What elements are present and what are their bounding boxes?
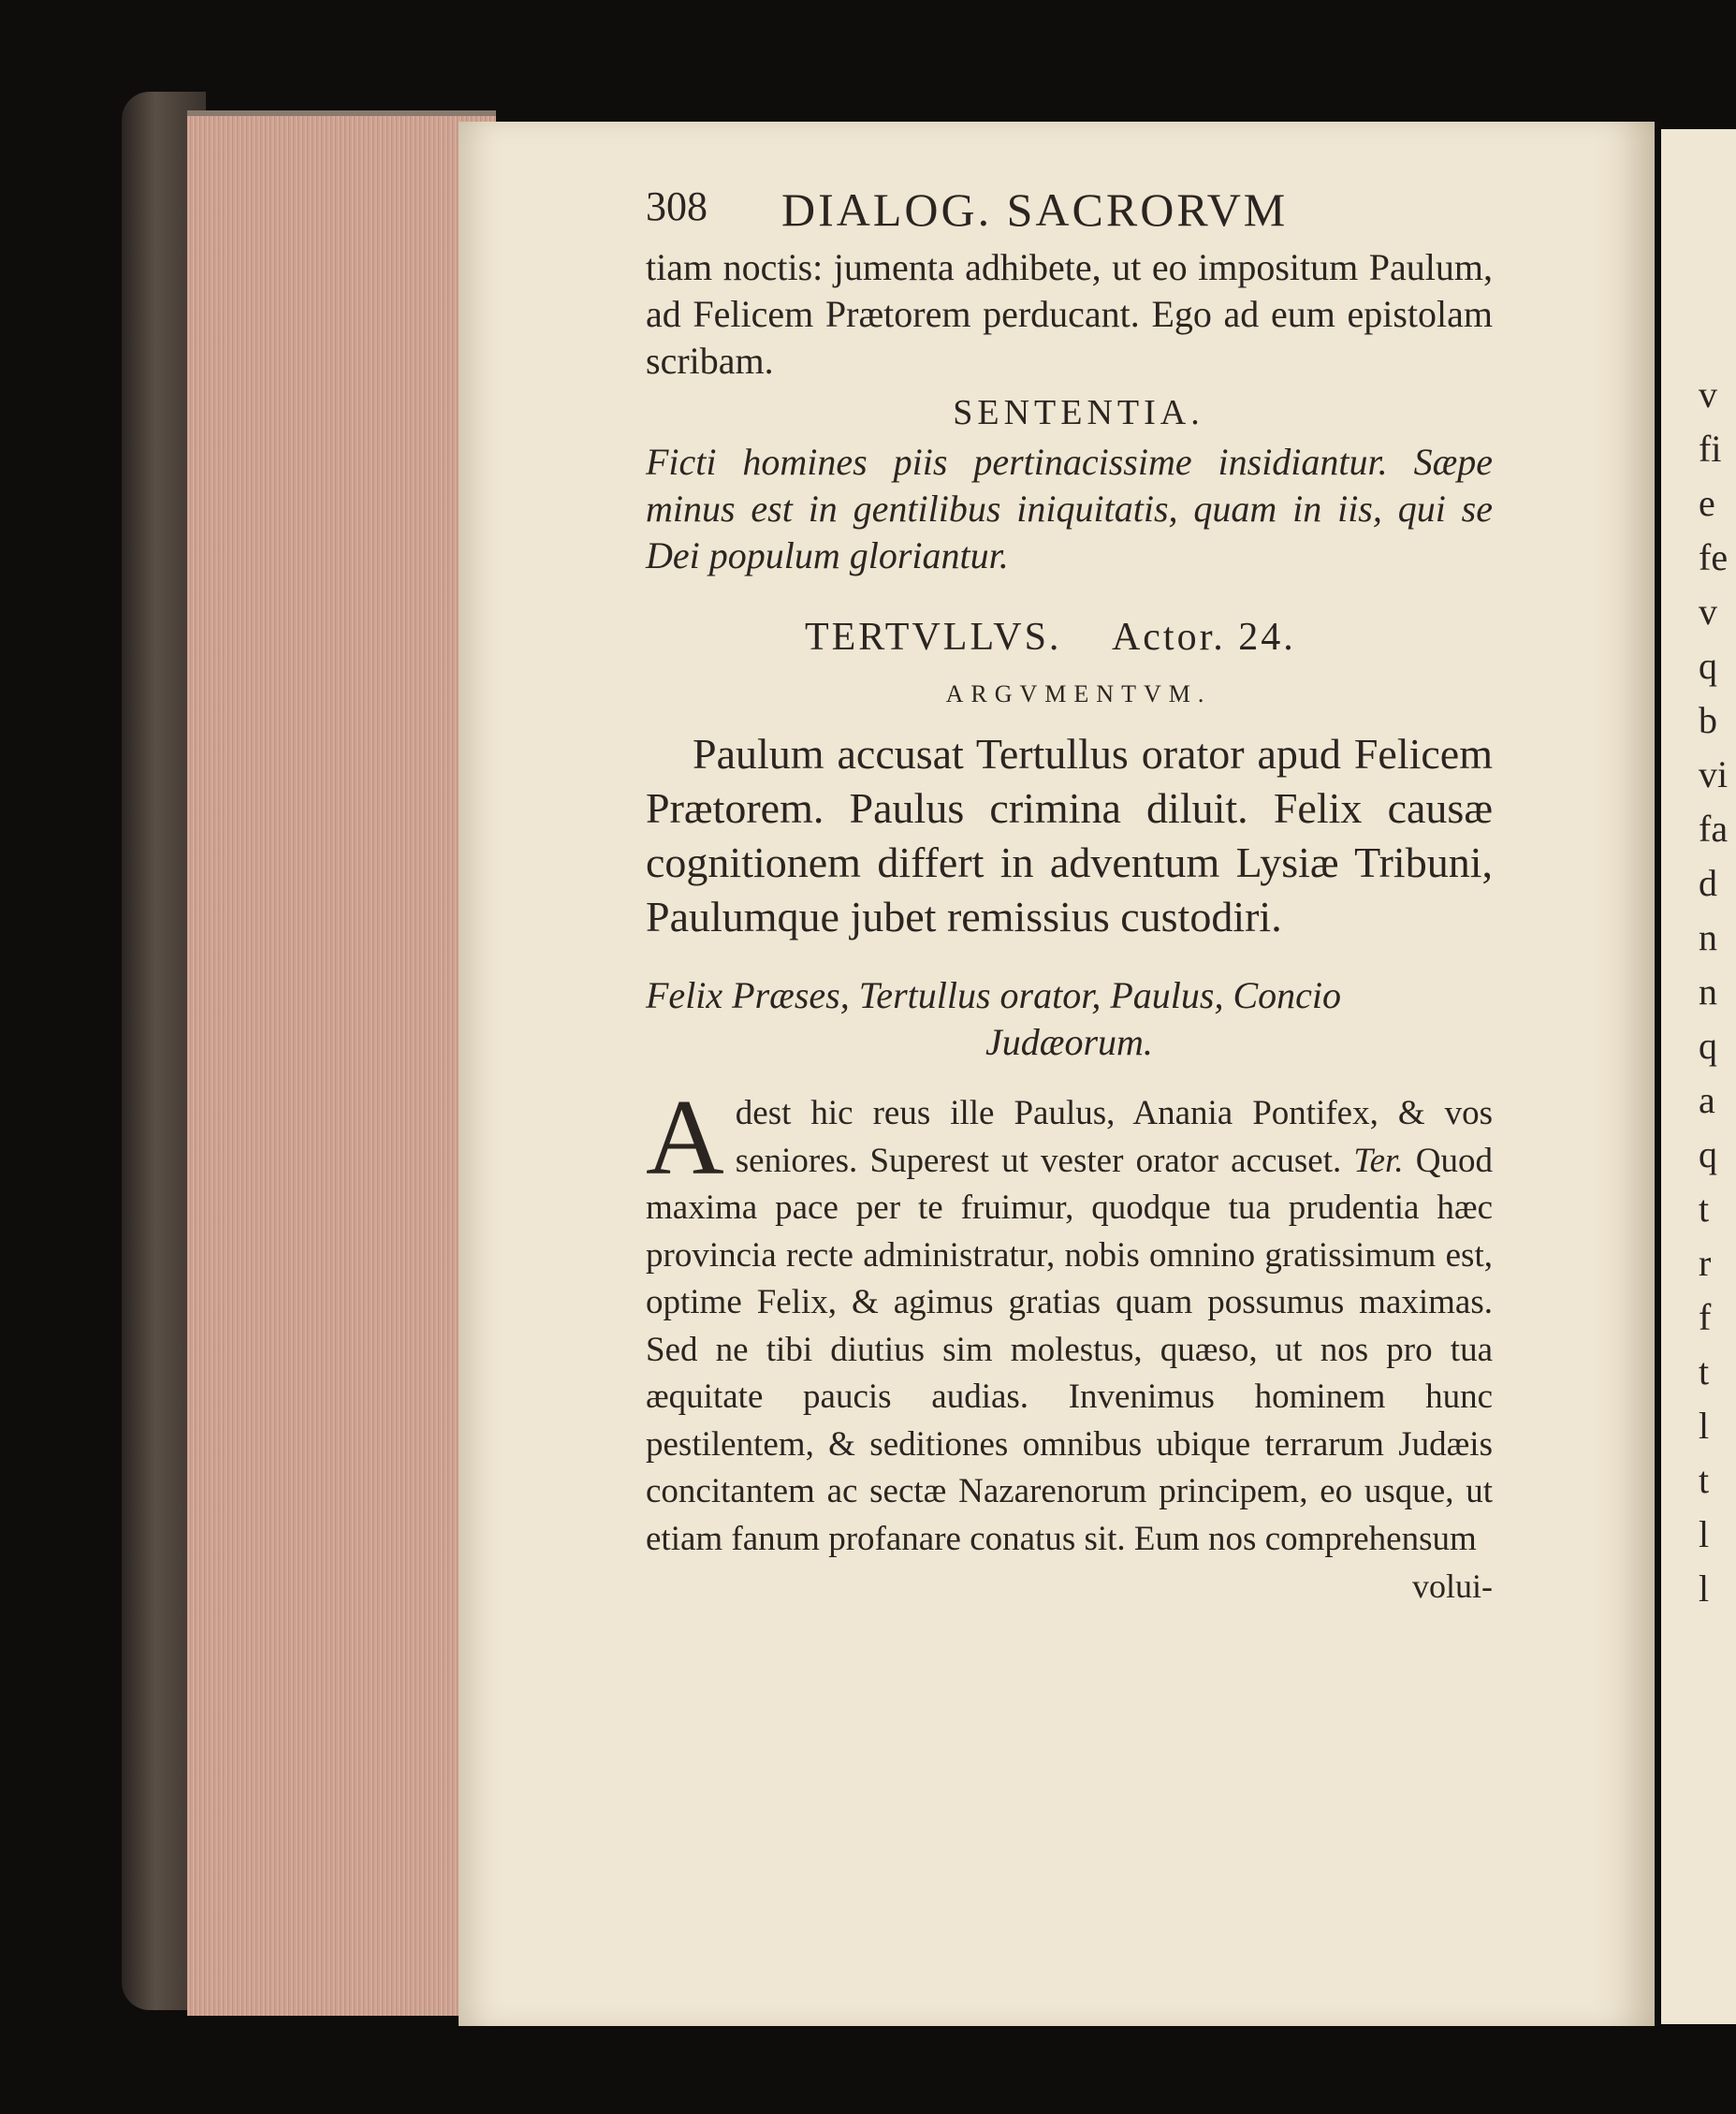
section-heading — [805, 615, 1493, 660]
page-header — [646, 182, 1493, 244]
facing-page-letter: d — [1699, 862, 1717, 904]
persons-line-2: Judæorum. — [985, 1021, 1153, 1063]
facing-page-letter: fa — [1699, 808, 1729, 850]
facing-page-letter: fi — [1699, 428, 1722, 470]
page-number: 308 — [646, 183, 708, 229]
facing-page-letter: l — [1699, 1405, 1710, 1447]
facing-page-letter: l — [1699, 1567, 1710, 1610]
facing-page-letter: v — [1699, 590, 1717, 633]
facing-page-letter: f — [1699, 1296, 1712, 1338]
facing-page-letter: n — [1699, 916, 1717, 958]
section-title: TERTVLLVS. — [805, 616, 1062, 659]
drop-cap: A — [646, 1078, 724, 1198]
facing-page-letter: l — [1699, 1513, 1710, 1555]
facing-page-letter: e — [1699, 482, 1715, 524]
facing-page-letter: r — [1699, 1242, 1712, 1284]
sententia-heading: SENTENTIA. — [953, 393, 1204, 432]
page-edges — [187, 110, 496, 2016]
facing-page-letter: t — [1699, 1459, 1710, 1501]
facing-page-letter: t — [1699, 1350, 1710, 1392]
catchword: volui- — [1412, 1567, 1493, 1605]
facing-page-letter: q — [1699, 1133, 1717, 1175]
facing-page-letter: vi — [1699, 753, 1729, 795]
facing-page-letter: q — [1699, 1025, 1717, 1067]
dialogue-part-b: Quod maxima pace per te fruimur, quodque tua prudentia hæc provincia recte administratur, nobis omnino gratissimum est, optime Felix, & agimus gratias quam possumus maximas. Sed ne tibi diutius sim molestus, quæso, ut nos pro tua æquitate paucis audias. Invenimus hominem hunc pestilentem, & seditiones omnibus ubique terrarum Judæis concitantem ac sectæ Nazarenorum principem, eo usque, ut etiam fanum profanare conatus sit. Eum nos comprehensum — [646, 1141, 1493, 1558]
facing-page-letter: t — [1699, 1188, 1710, 1230]
facing-page — [1661, 129, 1736, 2024]
persons-line-1: Felix Præses, Tertullus orator, Paulus, Concio — [646, 974, 1342, 1016]
facing-page-letter: fe — [1699, 536, 1729, 578]
argumentum-text: Paulum accusat Tertullus orator apud Felicem Prætorem. Paulus crimina diluit. Felix causæ cognitionem differt in adventum Lysiæ Tribuni, Paulumque jubet remissius custodiri. — [646, 730, 1493, 940]
running-head: DIALOG. SACRORVM — [781, 183, 1289, 236]
facing-page-letter: v — [1699, 373, 1717, 416]
facing-page-letter: q — [1699, 645, 1717, 687]
speaker-label: Ter. — [1353, 1141, 1404, 1180]
page-content — [646, 182, 1493, 1610]
facing-page-letter: b — [1699, 699, 1717, 741]
sententia-text: Ficti homines piis pertinacissime insidiantur. Sæpe minus est in gentilibus iniquitatis, quam in iis, qui se Dei populum gloriantur. — [646, 441, 1493, 576]
section-reference: Actor. 24. — [1111, 616, 1296, 659]
opening-paragraph: tiam noctis: jumenta adhibete, ut eo impositum Paulum, ad Felicem Prætorem perducant. Ego ad eum epistolam scribam. — [646, 246, 1493, 382]
argumentum-heading: ARGVMENTVM. — [945, 680, 1212, 707]
facing-page-letter: a — [1699, 1079, 1715, 1121]
dialogue-part-a: dest hic reus ille Paulus, Anania Pontifex, & vos seniores. Superest ut vester orator accuset. — [735, 1094, 1493, 1180]
facing-page-letter: n — [1699, 970, 1717, 1013]
dialogue-text — [646, 1078, 1493, 1563]
